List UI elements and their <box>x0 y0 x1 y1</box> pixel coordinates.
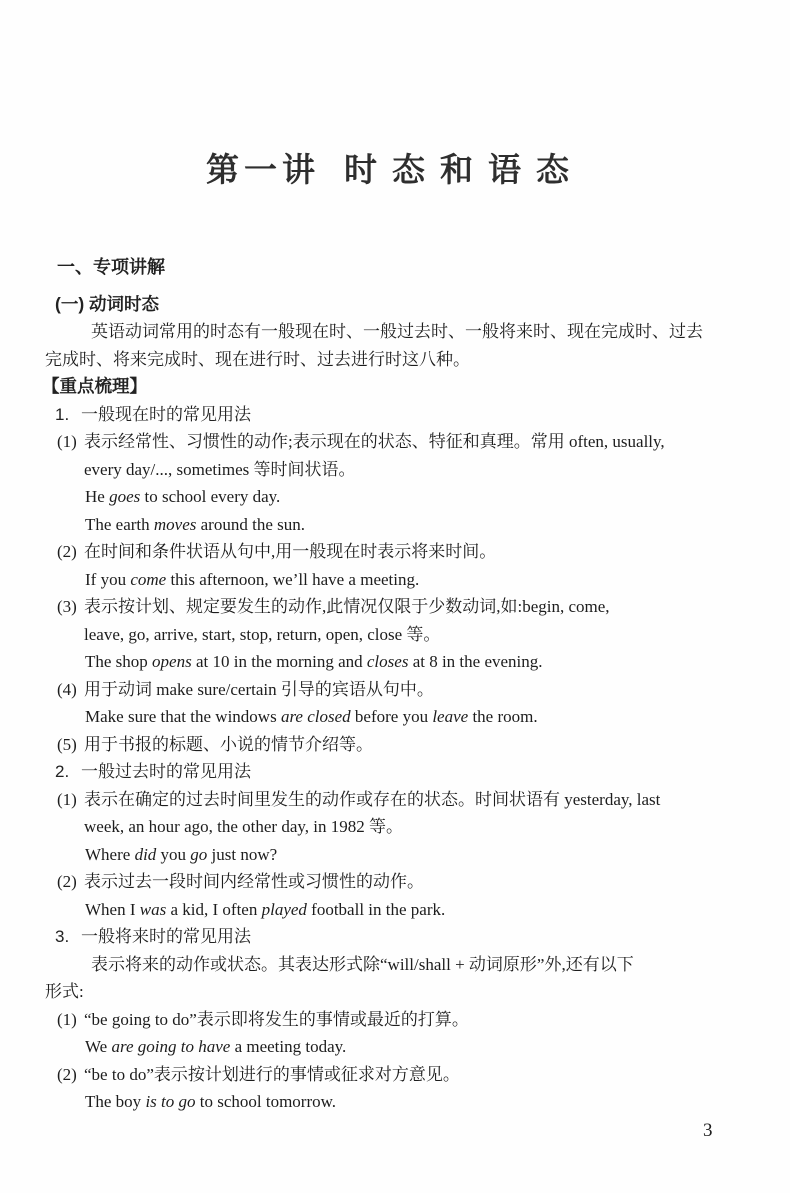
text-run: week, an hour ago, the other day, in 1982 等。 <box>84 817 403 836</box>
page-number: 3 <box>703 1120 713 1141</box>
content-blocks <box>0 254 790 1116</box>
line-text <box>85 570 419 589</box>
line-text <box>85 707 538 726</box>
example-sentence <box>85 703 740 731</box>
text-run: Make sure that the windows <box>85 707 281 726</box>
line-text <box>85 1092 336 1111</box>
text-run: 表示经常性、习惯性的动作;表示现在的状态、特征和真理。常用 often, usually, <box>84 432 665 451</box>
text-run: If you <box>85 569 131 589</box>
text-run: 一般现在时的常见用法 <box>81 404 251 424</box>
line-text <box>81 762 251 781</box>
text-run: He <box>85 487 110 506</box>
list-item <box>57 868 740 896</box>
text-run: We <box>85 1037 112 1056</box>
line-text <box>84 460 356 479</box>
line-text <box>55 294 159 314</box>
line-text <box>85 845 277 864</box>
text-run: at 8 in the evening. <box>408 652 543 671</box>
text-run: 用于动词 make sure/certain 引导的宾语从句中。 <box>84 679 434 699</box>
text-run: “be going to do”表示即将发生的事情或最近的打算。 <box>84 1009 469 1029</box>
italic-run: are closed <box>280 707 351 726</box>
text-run: 【重点梳理】 <box>42 376 147 396</box>
line-text <box>81 927 251 946</box>
text-run: the room. <box>468 707 538 726</box>
line-text <box>84 432 665 451</box>
list-marker: (2) <box>57 1064 77 1084</box>
list-item-continuation <box>84 621 740 649</box>
italic-run: leave <box>432 707 469 726</box>
paragraph-line <box>45 346 740 374</box>
italic-run: closes <box>366 652 409 671</box>
text-run: When I <box>85 899 140 919</box>
list-marker: (2) <box>57 872 77 891</box>
subsection-heading <box>55 291 740 319</box>
text-run: a meeting today. <box>230 1037 347 1056</box>
text-run: 用于书报的标题、小说的情节介绍等。 <box>84 734 373 754</box>
text-run: Where <box>85 844 135 864</box>
text-run: 一般过去时的常见用法 <box>81 762 251 781</box>
line-text <box>84 680 434 699</box>
paragraph-line <box>45 318 740 346</box>
text-run: leave, go, arrive, start, stop, return, open, close 等。 <box>84 624 441 644</box>
paragraph-line <box>45 951 740 979</box>
line-text <box>84 625 440 644</box>
example-sentence <box>85 1088 740 1116</box>
text-run: 一、专项讲解 <box>57 257 165 277</box>
text-run: The shop <box>85 652 153 671</box>
line-text <box>84 542 496 561</box>
text-run: 表示将来的动作或状态。其表达形式除“will/shall + 动词原形”外,还有以下 <box>91 954 634 974</box>
key-points-heading <box>42 373 740 401</box>
line-text <box>84 817 403 836</box>
example-sentence <box>85 483 740 511</box>
list-marker: (1) <box>57 432 77 451</box>
text-run: football in the park. <box>306 899 446 919</box>
example-sentence <box>85 648 740 676</box>
text-run: you <box>156 844 191 864</box>
line-text <box>91 955 634 974</box>
text-run: before you <box>350 707 433 726</box>
line-text <box>45 350 470 369</box>
example-sentence <box>85 896 740 924</box>
text-run: 完成时、将来完成时、现在进行时、过去进行时这八种。 <box>45 349 470 369</box>
text-run: 表示按计划、规定要发生的动作,此情况仅限于少数动词,如:begin, come, <box>84 597 610 616</box>
text-run: every day/..., sometimes 等时间状语。 <box>84 459 356 479</box>
list-marker: (5) <box>57 734 77 754</box>
list-item <box>57 786 740 814</box>
page-title-prefix: 第一讲 <box>206 151 320 188</box>
page-title <box>0 150 790 190</box>
paragraph-line <box>45 978 740 1006</box>
text-run: to school tomorrow. <box>195 1092 337 1111</box>
text-run: this afternoon, we’ll have a meeting. <box>166 569 420 589</box>
italic-run: played <box>261 899 307 919</box>
example-sentence <box>85 841 740 869</box>
italic-run: did <box>134 844 157 864</box>
italic-run: was <box>139 899 167 919</box>
line-text <box>85 515 305 534</box>
list-item <box>57 428 740 456</box>
text-run: 英语动词常用的时态有一般现在时、一般过去时、一般将来时、现在完成时、过去 <box>91 322 703 341</box>
list-marker: (3) <box>57 597 77 616</box>
text-run: to school every day. <box>140 487 281 506</box>
numbered-heading <box>55 401 740 429</box>
line-text <box>85 900 445 919</box>
line-text <box>84 790 660 809</box>
italic-run: are going to have <box>111 1037 231 1056</box>
line-text <box>81 405 251 424</box>
example-sentence <box>85 511 740 539</box>
example-sentence <box>85 566 740 594</box>
text-run: The boy <box>85 1092 146 1111</box>
page-title-main: 时态和语态 <box>344 151 584 188</box>
text-run: 表示过去一段时间内经常性或习惯性的动作。 <box>84 872 424 891</box>
line-text <box>84 735 373 754</box>
line-text <box>84 872 424 891</box>
text-run: a kid, I often <box>166 899 262 919</box>
list-item-continuation <box>84 456 740 484</box>
list-marker: 1. <box>55 404 70 424</box>
numbered-heading <box>55 758 740 786</box>
italic-run: come <box>130 569 167 589</box>
list-marker: (1) <box>57 789 77 809</box>
list-marker: 3. <box>55 927 70 946</box>
line-text <box>85 487 280 506</box>
list-item <box>57 1006 740 1034</box>
text-run: The earth <box>85 514 154 534</box>
list-item-continuation <box>84 813 740 841</box>
example-sentence <box>85 1033 740 1061</box>
text-run: at 10 in the morning and <box>191 652 367 671</box>
list-item <box>57 1061 740 1089</box>
list-marker: (2) <box>57 542 77 561</box>
text-run: 一般将来时的常见用法 <box>81 927 251 946</box>
list-item <box>57 538 740 566</box>
italic-run: moves <box>153 514 197 534</box>
italic-run: opens <box>152 652 192 671</box>
italic-run: is to go <box>145 1092 196 1111</box>
line-text <box>45 982 84 1001</box>
list-item <box>57 731 740 759</box>
line-text <box>42 376 147 396</box>
list-marker: (1) <box>57 1009 77 1029</box>
line-text <box>84 597 610 616</box>
list-item <box>57 676 740 704</box>
section-heading <box>57 254 740 282</box>
line-text <box>84 1065 460 1084</box>
line-text <box>57 257 165 277</box>
list-marker: 2. <box>55 762 70 781</box>
line-text <box>85 1037 346 1056</box>
list-item <box>57 593 740 621</box>
text-run: 形式: <box>45 982 84 1001</box>
line-text <box>91 322 703 341</box>
numbered-heading <box>55 923 740 951</box>
line-text <box>84 1010 469 1029</box>
line-text <box>85 652 543 671</box>
text-run: “be to do”表示按计划进行的事情或征求对方意见。 <box>84 1064 460 1084</box>
text-run: just now? <box>207 844 278 864</box>
text-run: (一) 动词时态 <box>55 293 160 314</box>
text-run: 表示在确定的过去时间里发生的动作或存在的状态。时间状语有 yesterday, last <box>84 789 661 809</box>
text-run: 在时间和条件状语从句中,用一般现在时表示将来时间。 <box>84 542 497 561</box>
italic-run: go <box>190 844 208 864</box>
text-run: around the sun. <box>196 514 305 534</box>
italic-run: goes <box>109 487 141 506</box>
list-marker: (4) <box>57 679 77 699</box>
